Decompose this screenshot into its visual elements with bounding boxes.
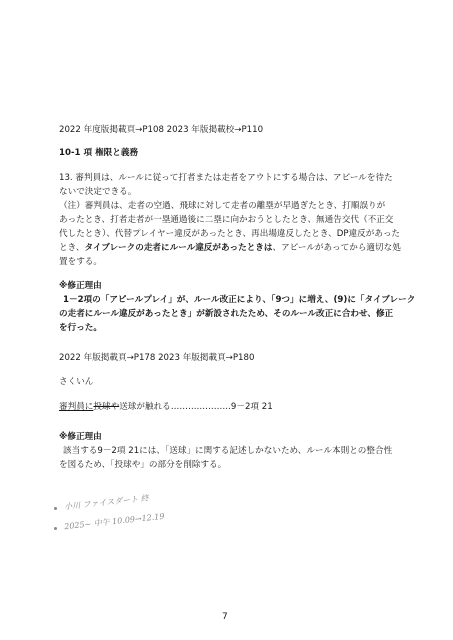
rule-line-4: あったとき、打者走者が一塁通過後に二塁に向かおうとしたとき、無通告交代（不正交 bbox=[59, 215, 394, 225]
page-reference-2022-2023: 2022 年度版掲載頁→P108 2023 年版掲載校→P110 bbox=[59, 125, 264, 135]
rule-line-6-start: とき、 bbox=[59, 243, 85, 253]
page-reference-index: 2022 年版掲載頁→P178 2023 年版掲載頁→P180 bbox=[59, 353, 255, 363]
revision-reason-2-line-1: 該当する9－2項 21には、「送球」に関する記述しかないため、ルール本則との整合性 bbox=[63, 446, 393, 456]
rule-line-6-end: 、アピールがあってから適切な処 bbox=[272, 243, 401, 253]
revision-reason-2-line-2: を図るため、「投球や」の部分を削除する。 bbox=[59, 460, 227, 470]
revision-reason-title-1: ※修正理由 bbox=[59, 281, 102, 291]
handwritten-note-2: 2025~ 中午 10.09→12.19 bbox=[63, 511, 165, 532]
rule-line-3: （注）審判員は、走者の空過、飛球に対して走者の離塁が早過ぎたとき、打順誤りが bbox=[59, 201, 386, 211]
rule-line-1: 13. 審判員は、ルールに従って打者または走者をアウトにする場合は、アピールを待た bbox=[59, 173, 393, 183]
page-number: 7 bbox=[222, 612, 228, 622]
section-heading: 10-1 項 権限と義務 bbox=[59, 148, 139, 158]
revision-reason-1-line-3: を行った。 bbox=[59, 323, 102, 333]
handwritten-bullet-1 bbox=[54, 507, 57, 510]
rule-line-2: ないで決定できる。 bbox=[59, 187, 137, 197]
handwritten-bullet-2 bbox=[54, 527, 57, 530]
rule-line-6 bbox=[59, 242, 401, 254]
revision-reason-1-line-2: の走者にルール違反があったとき」が新設されたため、そのルール改正に合わせ、修正 bbox=[59, 309, 394, 319]
index-entry-start: 審判員に bbox=[59, 402, 94, 412]
index-entry-rest: 送球が触れる…………………9－2項 21 bbox=[119, 402, 273, 412]
revision-reason-title-2: ※修正理由 bbox=[59, 432, 102, 442]
handwritten-note-1: 小川 ファイスダート 終 bbox=[63, 493, 150, 512]
index-entry bbox=[59, 401, 273, 413]
rule-line-5: 代したとき）、代替プレイヤー違反があったとき、再出場違反したとき、DP違反があった bbox=[59, 229, 401, 239]
rule-line-7: 置をする。 bbox=[59, 257, 102, 267]
deleted-text: 投球や bbox=[93, 402, 120, 412]
index-label: さくいん bbox=[59, 377, 94, 387]
rule-line-6-added-text: タイブレークの走者にルール違反があったときは bbox=[84, 243, 273, 253]
revision-reason-1-line-1: 1－2項の「アピールプレイ」が、ルール改正により、「9つ」に増え、(9)に「タイブレーク bbox=[63, 295, 416, 305]
